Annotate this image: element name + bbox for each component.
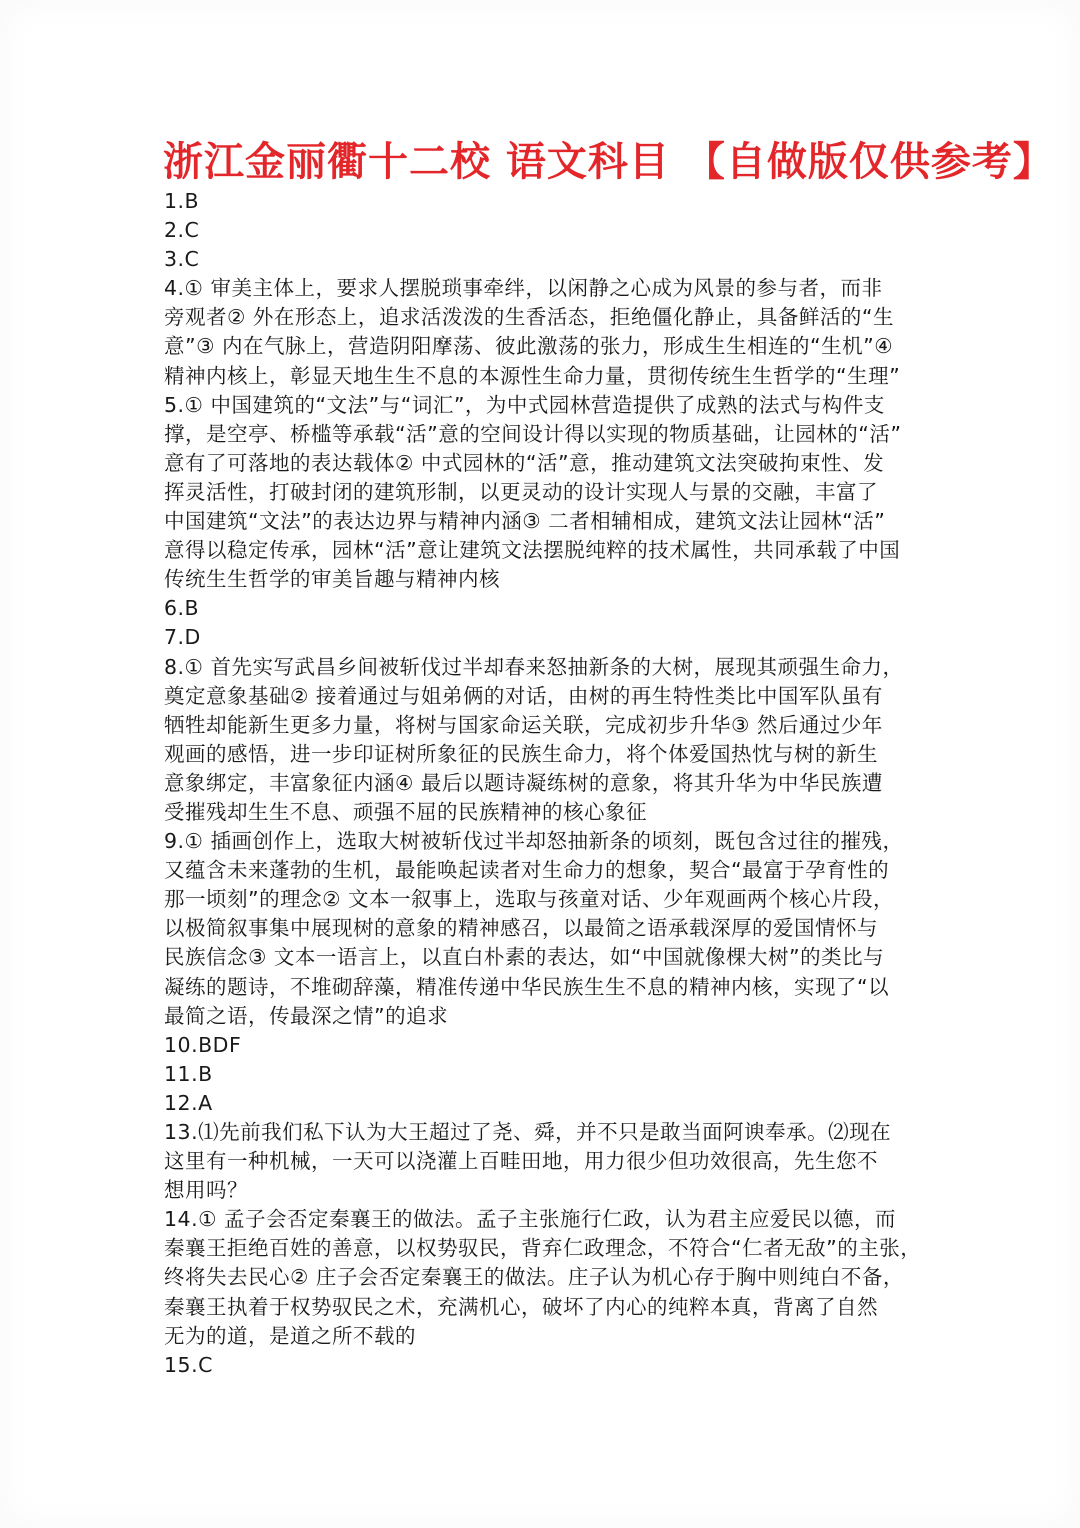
answer-list <box>164 187 924 1380</box>
answer-line: 7.D <box>164 625 201 650</box>
answer-line: 秦襄王执着于权势驭民之术，充满机心，破坏了内心的纯粹本真，背离了自然 <box>164 1294 878 1319</box>
answer-line: 1.B <box>164 189 200 213</box>
answer-line: 意”③ 内在气脉上，营造阴阳摩荡、彼此激荡的张力，形成生生相连的“生机”④ <box>164 334 894 359</box>
answer-line: 8.① 首先实写武昌乡间被斩伐过半却春来怒抽新条的大树，展现其顽强生命力， <box>164 654 904 679</box>
answer-line: 以极简叙事集中展现树的意象的精神感召，以最简之语承载深厚的爱国情怀与 <box>164 916 878 941</box>
answer-line: 5.① 中国建筑的“文法”与“词汇”，为中式园林营造提供了成熟的法式与构件支 <box>164 392 885 417</box>
answer-line: 又蕴含未来蓬勃的生机，最能唤起读者对生命力的想象，契合“最富于孕育性的 <box>164 858 890 883</box>
answer-line: 凝练的题诗，不堆砌辞藻，精准传递中华民族生生不息的精神内核，实现了“以 <box>164 974 890 999</box>
answer-line: 14.① 孟子会否定秦襄王的做法。孟子主张施行仁政，认为君主应爱民以德，而 <box>164 1207 896 1232</box>
answer-line: 6.B <box>164 596 200 621</box>
answer-line: 挥灵活性，打破封闭的建筑形制，以更灵动的设计实现人与景的交融，丰富了 <box>164 479 878 504</box>
answer-line: 受摧残却生生不息、顽强不屈的民族精神的核心象征 <box>164 799 647 824</box>
answer-line: 传统生生哲学的审美旨趣与精神内核 <box>164 567 500 592</box>
answer-line: 牺牲却能新生更多力量，将树与国家命运关联，完成初步升华③ 然后通过少年 <box>164 712 883 737</box>
answer-line: 9.① 插画创作上，选取大树被斩伐过半却怒抽新条的顷刻，既包含过往的摧残， <box>164 829 904 854</box>
page-title: 浙江金丽衢十二校 语文科目 【自做版仅供参考】 <box>163 138 1054 185</box>
answer-line: 精神内核上，彰显天地生生不息的本源性生命力量，贯彻传统生生哲学的“生理” <box>164 363 901 388</box>
answer-line: 4.① 审美主体上，要求人摆脱琐事牵绊，以闲静之心成为风景的参与者，而非 <box>164 276 883 301</box>
answer-line: 意得以稳定传承，园林“活”意让建筑文法摆脱纯粹的技术属性，共同承载了中国 <box>164 538 901 563</box>
answer-line: 10.BDF <box>164 1032 242 1057</box>
answer-line: 终将失去民心② 庄子会否定秦襄王的做法。庄子认为机心存于胸中则纯白不备， <box>164 1265 904 1290</box>
answer-line: 15.C <box>164 1352 213 1377</box>
answer-line: 2.C <box>164 218 200 243</box>
answer-line: 3.C <box>164 247 200 272</box>
answer-line: 无为的道，是道之所不载的 <box>164 1323 416 1348</box>
answer-line: 民族信念③ 文本一语言上，以直白朴素的表达，如“中国就像棵大树”的类比与 <box>164 945 885 970</box>
answer-line: 最简之语，传最深之情”的追求 <box>164 1003 449 1028</box>
answer-line: 中国建筑“文法”的表达边界与精神内涵③ 二者相辅相成，建筑文法让园林“活” <box>164 509 886 534</box>
answer-line: 旁观者② 外在形态上，追求活泼泼的生香活态，拒绝僵化静止，具备鲜活的“生 <box>164 305 895 330</box>
answer-line: 意象绑定，丰富象征内涵④ 最后以题诗凝练树的意象，将其升华为中华民族遭 <box>164 770 883 795</box>
answer-line: 撑，是空亭、桥槛等承载“活”意的空间设计得以实现的物质基础，让园林的“活” <box>164 421 902 446</box>
answer-line: 那一顷刻”的理念② 文本一叙事上，选取与孩童对话、少年观画两个核心片段， <box>164 887 895 912</box>
answer-line: 13.⑴先前我们私下认为大王超过了尧、舜，并不只是敢当面阿谀奉承。⑵现在 <box>164 1120 892 1144</box>
answer-line: 奠定意象基础② 接着通过与姐弟俩的对话，由树的再生特性类比中国军队虽有 <box>164 683 883 708</box>
answer-line: 11.B <box>164 1061 213 1086</box>
answer-line: 想用吗？ <box>164 1178 248 1203</box>
answer-line: 这里有一种机械，一天可以浇灌上百畦田地，用力很少但功效很高，先生您不 <box>164 1149 878 1174</box>
answer-line: 意有了可落地的表达载体② 中式园林的“活”意，推动建筑文法突破拘束性、发 <box>164 450 885 475</box>
answer-line: 秦襄王拒绝百姓的善意，以权势驭民，背弃仁政理念，不符合“仁者无敌”的主张， <box>164 1236 922 1261</box>
answer-line: 观画的感悟，进一步印证树所象征的民族生命力，将个体爱国热忱与树的新生 <box>164 741 878 766</box>
answer-line: 12.A <box>164 1090 213 1115</box>
